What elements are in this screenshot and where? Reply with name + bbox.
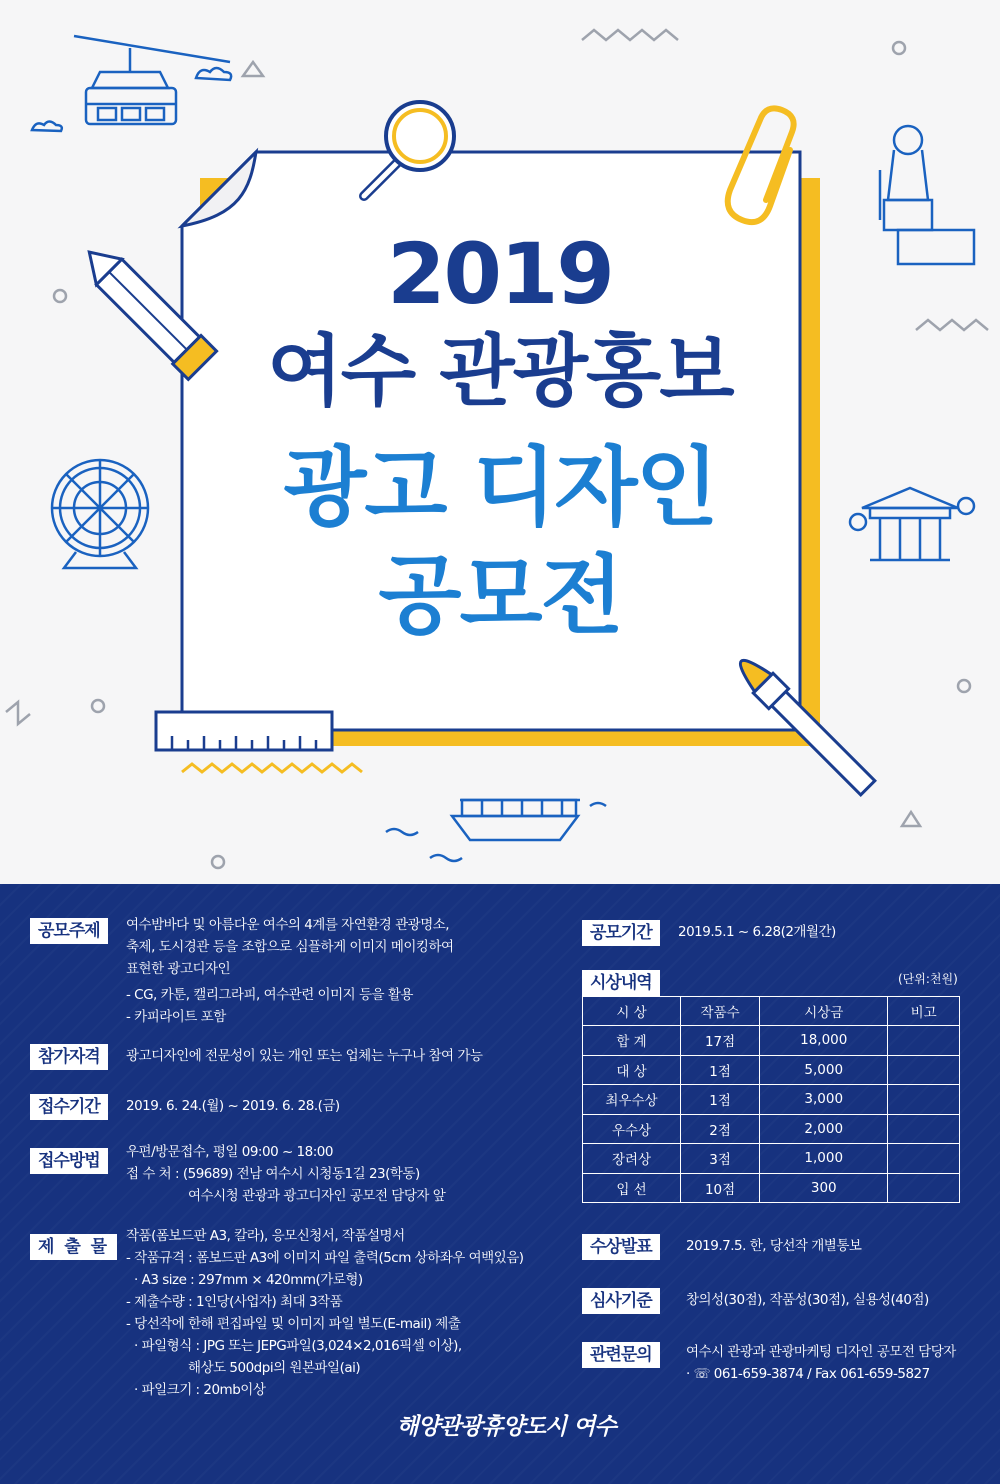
title-line-3: 공모전 (378, 546, 622, 646)
table-header-row (583, 997, 960, 1026)
table-cell: 2점 (681, 1114, 760, 1144)
announcement-label: 수상발표 (582, 1234, 660, 1260)
eligibility-text: 광고디자인에 전문성이 있는 개인 또는 업체는 누구나 참여 가능 (126, 1048, 483, 1064)
theme-line: 축제, 도시경관 등을 조합으로 심플하게 이미지 메이킹하여 (126, 939, 454, 955)
table-row (583, 1085, 960, 1115)
theme-label: 공모주제 (30, 918, 108, 944)
reception-period-label: 접수기간 (30, 1094, 108, 1120)
table-header-cell: 시상금 (760, 997, 888, 1026)
zigzag-icon (582, 30, 678, 40)
table-cell: 2,000 (760, 1114, 888, 1144)
criteria-label: 심사기준 (582, 1288, 660, 1314)
table-cell (888, 1055, 960, 1085)
circle-icon (212, 856, 224, 868)
eligibility-label: 참가자격 (30, 1044, 108, 1070)
circle-icon (958, 680, 970, 692)
table-cell: 입 선 (583, 1173, 681, 1203)
submission-label: 제 출 물 (30, 1234, 117, 1260)
ruler-icon (156, 712, 332, 750)
zigzag-icon (6, 702, 30, 724)
table-cell: 1점 (681, 1055, 760, 1085)
table-cell: 18,000 (760, 1026, 888, 1056)
table-row (583, 1055, 960, 1085)
inquiry-line: 여수시 관광과 관광마케팅 디자인 공모전 담당자 (686, 1344, 956, 1360)
table-cell: 우수상 (583, 1114, 681, 1144)
zigzag-icon (182, 764, 362, 772)
table-cell: 장려상 (583, 1144, 681, 1174)
table-row (583, 1173, 960, 1203)
reception-period-text: 2019. 6. 24.(월) ~ 2019. 6. 28.(금) (126, 1098, 340, 1114)
table-cell: 최우수상 (583, 1085, 681, 1115)
title-line-2: 광고 디자인 (283, 438, 717, 538)
criteria-text: 창의성(30점), 작품성(30점), 실용성(40점) (686, 1292, 929, 1308)
submission-line: - 당선작에 한해 편집파일 및 이미지 파일 별도(E-mail) 제출 (126, 1316, 461, 1332)
reception-method-line: 우편/방문접수, 평일 09:00 ~ 18:00 (126, 1144, 333, 1160)
table-row (583, 1114, 960, 1144)
contest-period-label: 공모기간 (582, 920, 660, 946)
table-header-cell: 시 상 (583, 997, 681, 1026)
table-cell: 5,000 (760, 1055, 888, 1085)
title-line-1: 여수 관광홍보 (267, 327, 733, 417)
table-cell: 300 (760, 1173, 888, 1203)
table-cell (888, 1026, 960, 1056)
circle-icon (92, 700, 104, 712)
reception-method-label: 접수방법 (30, 1148, 108, 1174)
circle-icon (893, 42, 905, 54)
inquiry-text (686, 1341, 956, 1385)
submission-line: - 작품규격 : 폼보드판 A3에 이미지 파일 출력(5cm 상하좌우 여백있음) (126, 1250, 524, 1266)
submission-line: · A3 size : 297mm × 420mm(가로형) (134, 1272, 363, 1288)
table-cell: 대 상 (583, 1055, 681, 1085)
theme-line: 표현한 광고디자인 (126, 961, 231, 977)
statue-icon (880, 126, 974, 264)
table-cell (888, 1144, 960, 1174)
submission-line: · 파일형식 : JPG 또는 JEPG파일(3,024×2,016픽셀 이상), (134, 1338, 462, 1354)
table-cell (888, 1173, 960, 1203)
footer-logo: 해양관광휴양도시 여수 (396, 1413, 616, 1440)
announcement-text: 2019.7.5. 한, 당선작 개별통보 (686, 1238, 862, 1254)
prizes-unit: (단위:천원) (898, 972, 958, 986)
table-cell: 1,000 (760, 1144, 888, 1174)
reception-method-text (126, 1141, 445, 1207)
title-year: 2019 (387, 225, 613, 323)
theme-line: 여수밤바다 및 아름다운 여수의 4계를 자연환경 관광명소, (126, 917, 450, 933)
table-row (583, 1144, 960, 1174)
submission-line: 작품(폼보드판 A3, 칼라), 응모신청서, 작품설명서 (126, 1228, 405, 1244)
cloud-icon (32, 122, 62, 132)
prizes-label: 시상내역 (582, 970, 660, 996)
pavilion-icon (850, 488, 974, 560)
table-row (583, 1026, 960, 1056)
table-cell (888, 1085, 960, 1115)
zigzag-icon (916, 320, 988, 330)
contest-period-text: 2019.5.1 ~ 6.28(2개월간) (678, 924, 836, 940)
inquiry-label: 관련문의 (582, 1342, 660, 1368)
boat-icon (386, 800, 606, 861)
submission-line: 해상도 500dpi의 원본파일(ai) (188, 1360, 361, 1376)
triangle-icon (243, 62, 263, 76)
theme-text (126, 914, 454, 1028)
cloud-icon (196, 68, 231, 80)
inquiry-line: · ☏ 061-659-3874 / Fax 061-659-5827 (686, 1366, 930, 1382)
reception-method-line: 접 수 처 : (59689) 전남 여수시 시청동1길 23(학동) (126, 1166, 420, 1182)
submission-line: - 제출수량 : 1인당(사업자) 최대 3작품 (126, 1294, 343, 1310)
reception-method-line: 여수시청 관광과 광고디자인 공모전 담당자 앞 (188, 1188, 446, 1204)
table-cell: 1점 (681, 1085, 760, 1115)
prize-table (582, 996, 960, 1203)
ferris-wheel-icon (52, 460, 148, 568)
triangle-icon (902, 812, 920, 826)
table-header-cell: 작품수 (681, 997, 760, 1026)
table-cell (888, 1114, 960, 1144)
submission-line: · 파일크기 : 20mb이상 (134, 1382, 266, 1398)
table-cell: 합 계 (583, 1026, 681, 1056)
theme-line: - CG, 카툰, 캘리그라피, 여수관련 이미지 등을 활용 (126, 987, 413, 1003)
table-header-cell: 비고 (888, 997, 960, 1026)
table-cell: 3점 (681, 1144, 760, 1174)
theme-line: - 카피라이트 포함 (126, 1009, 226, 1025)
table-cell: 17점 (681, 1026, 760, 1056)
circle-icon (54, 290, 66, 302)
table-cell: 10점 (681, 1173, 760, 1203)
submission-text (126, 1225, 524, 1401)
table-cell: 3,000 (760, 1085, 888, 1115)
cable-car-icon (74, 36, 230, 124)
